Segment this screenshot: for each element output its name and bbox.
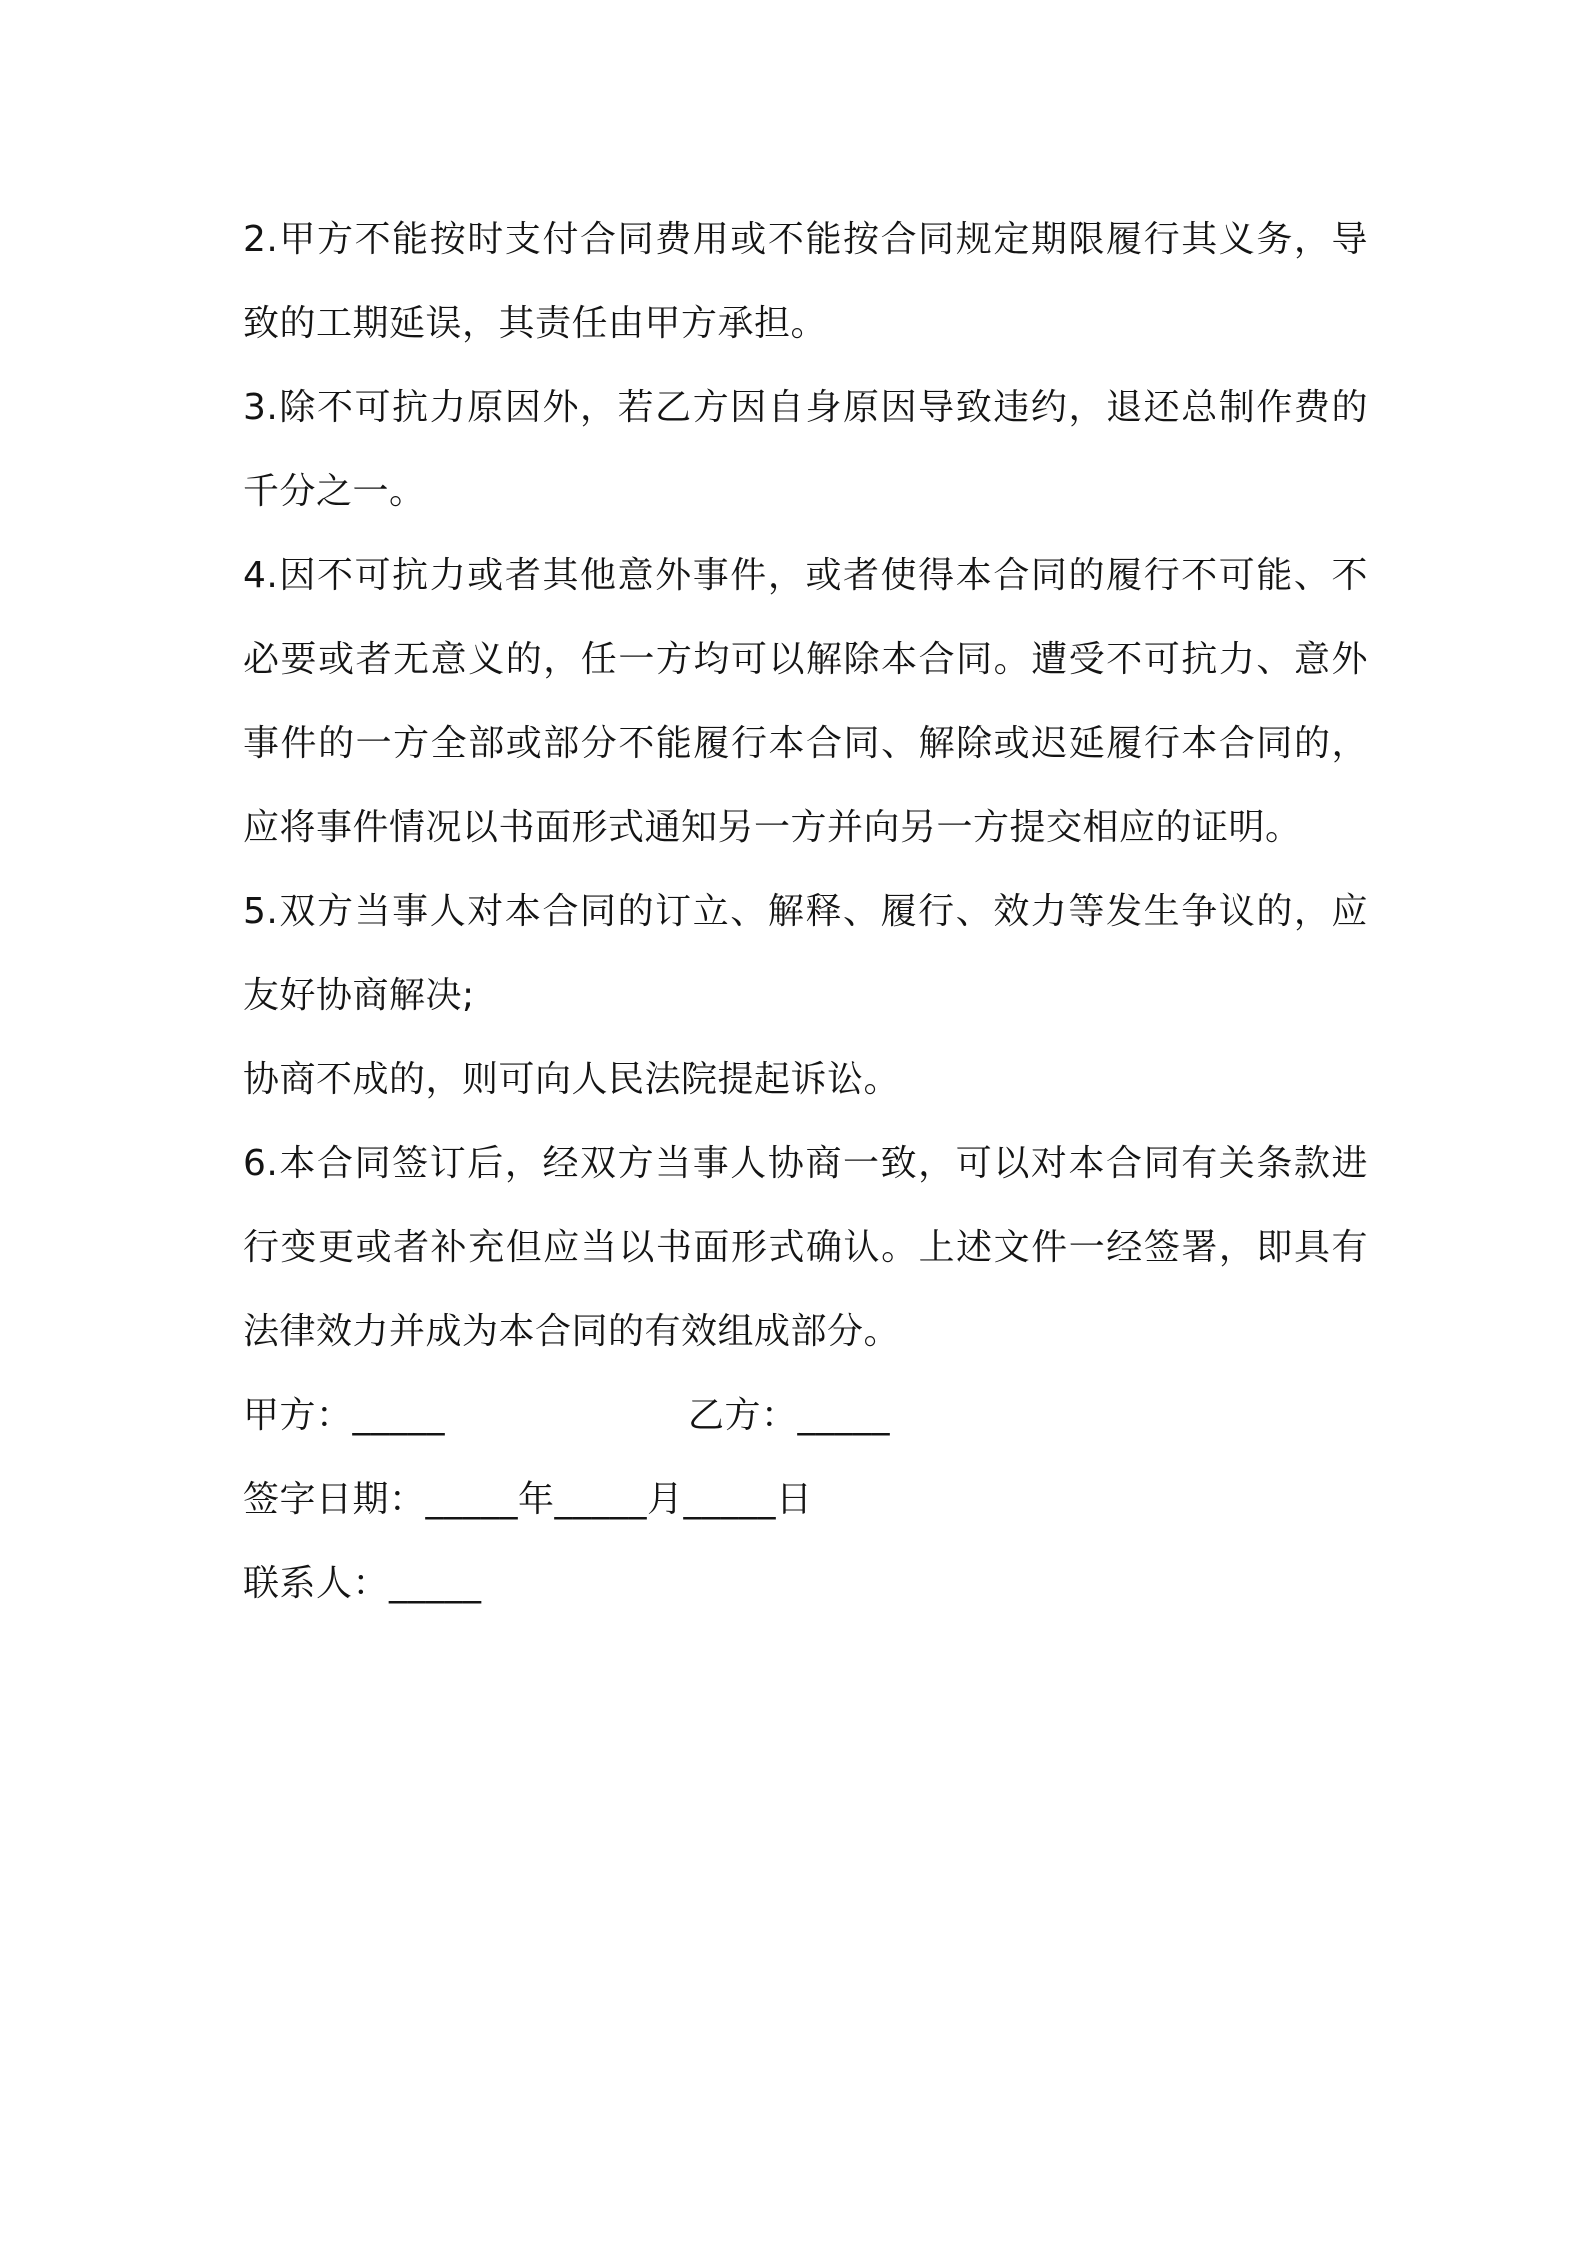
document-body: [243, 198, 1368, 1626]
clause-4-line-3: 事件的一方全部或部分不能履行本合同、解除或迟延履行本合同的，: [243, 723, 1368, 764]
clause-2-line-2: 致的工期延误，其责任由甲方承担。: [243, 303, 828, 344]
signature-date-field: 签字日期：_____年_____月_____日: [243, 1479, 813, 1520]
clause-3-line-2: 千分之一。: [243, 471, 426, 512]
contact-person-field: 联系人：_____: [243, 1563, 482, 1604]
clause-5-line-1: 5.双方当事人对本合同的订立、解释、履行、效力等发生争议的，应: [243, 891, 1368, 932]
clause-6-line-2: 行变更或者补充但应当以书面形式确认。上述文件一经签署，即具有: [243, 1227, 1368, 1268]
party-b-signature-field: 乙方：_____: [688, 1395, 891, 1436]
clause-3-line-1: 3.除不可抗力原因外，若乙方因自身原因导致违约，退还总制作费的: [243, 387, 1368, 428]
clause-4-line-2: 必要或者无意义的，任一方均可以解除本合同。遭受不可抗力、意外: [243, 639, 1368, 680]
clause-5-line-3: 协商不成的，则可向人民法院提起诉讼。: [243, 1059, 901, 1100]
party-a-signature-field: 甲方：_____: [243, 1395, 446, 1436]
clause-5-line-2: 友好协商解决;: [243, 975, 475, 1016]
clause-2-line-1: 2.甲方不能按时支付合同费用或不能按合同规定期限履行其义务，导: [243, 219, 1368, 260]
clause-4-line-4: 应将事件情况以书面形式通知另一方并向另一方提交相应的证明。: [243, 807, 1302, 848]
clause-6-line-1: 6.本合同签订后，经双方当事人协商一致，可以对本合同有关条款进: [243, 1143, 1368, 1184]
signature-parties-row: [243, 1374, 1368, 1458]
clause-6-line-3: 法律效力并成为本合同的有效组成部分。: [243, 1311, 901, 1352]
clause-4-line-1: 4.因不可抗力或者其他意外事件，或者使得本合同的履行不可能、不: [243, 555, 1368, 596]
